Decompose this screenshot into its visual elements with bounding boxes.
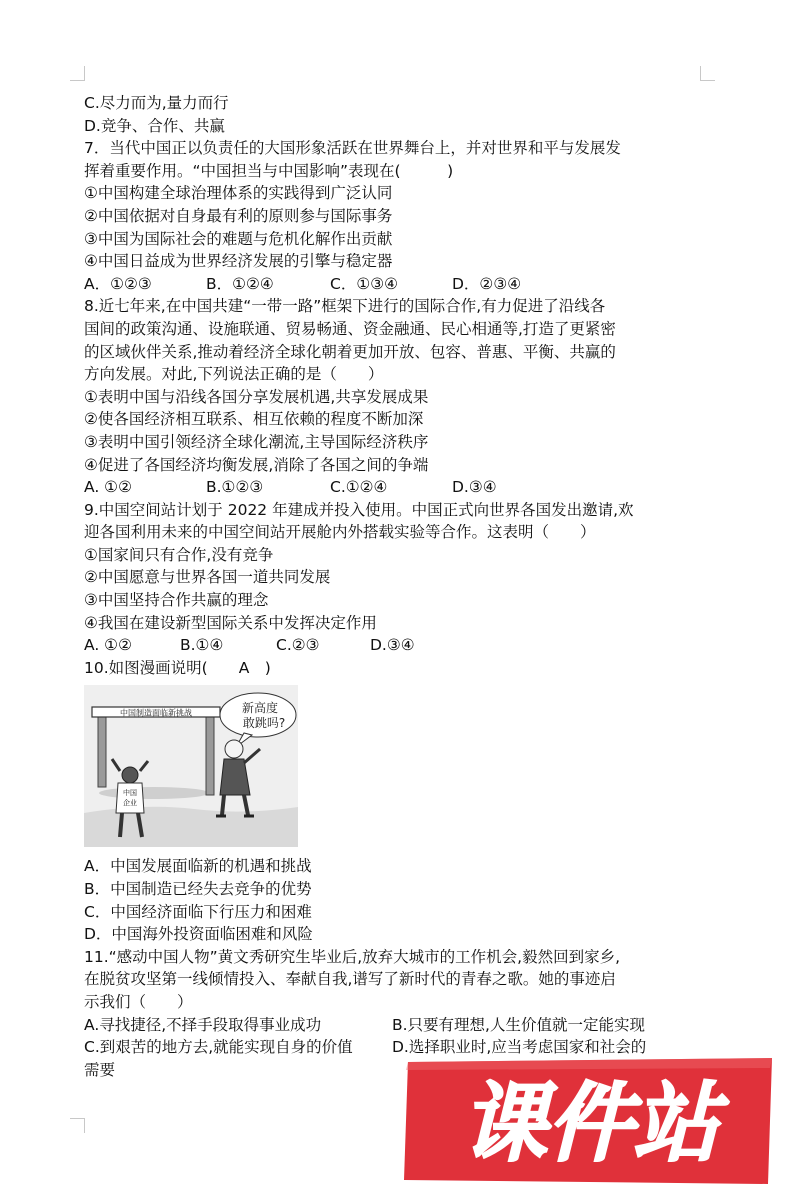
q7-stem-line: 7．当代中国正以负责任的大国形象活跃在世界舞台上，并对世界和平与发展发 bbox=[84, 139, 621, 158]
shirt-text-line2: 企业 bbox=[123, 799, 137, 808]
speech-bubble bbox=[220, 693, 296, 737]
q9-item: ②中国愿意与世界各国一道共同发展 bbox=[84, 568, 331, 587]
q7-item: ③中国为国际社会的难题与危机化解作出贡献 bbox=[84, 229, 393, 248]
q8-stem-line: 8.近七年来,在中国共建“一带一路”框架下进行的国际合作,有力促进了沿线各 bbox=[84, 297, 606, 316]
question-10 bbox=[84, 657, 704, 946]
q7-option-c: C．①③④ bbox=[330, 274, 399, 293]
q8-options bbox=[84, 476, 704, 499]
logo-highlight bbox=[406, 1058, 772, 1070]
q8-option-c: C.①②④ bbox=[330, 478, 388, 497]
q11-options-row1 bbox=[84, 1014, 704, 1037]
bubble-text-line1: 新高度 bbox=[241, 701, 279, 716]
q6-option-c: C.尽力而为,量力而行 bbox=[84, 94, 229, 112]
q11-stem-line: 示我们（ ） bbox=[84, 993, 193, 1011]
q7-item: ①中国构建全球治理体系的实践得到广泛认同 bbox=[84, 184, 393, 203]
page-corner-mark bbox=[70, 1118, 85, 1133]
high-jump-post-left bbox=[98, 707, 106, 787]
shirt-text-line1: 中国 bbox=[123, 789, 137, 798]
q7-option-a: A．①②③ bbox=[84, 274, 152, 293]
q9-options bbox=[84, 634, 704, 657]
q7-item: ④中国日益成为世界经济发展的引擎与稳定器 bbox=[84, 252, 393, 271]
q9-item: ③中国坚持合作共赢的理念 bbox=[84, 591, 269, 610]
q10-option-b: B．中国制造已经失去竞争的优势 bbox=[84, 880, 312, 899]
q7-option-d: D．②③④ bbox=[452, 274, 522, 293]
page-corner-mark bbox=[700, 66, 715, 81]
high-jump-post-right bbox=[206, 707, 214, 795]
q8-item: ③表明中国引领经济全球化潮流,主导国际经济秩序 bbox=[84, 432, 429, 451]
q7-options bbox=[84, 273, 704, 296]
q8-stem-line: 国间的政策沟通、设施联通、贸易畅通、资金融通、民心相通等,打造了更紧密 bbox=[84, 319, 616, 338]
cartoon-illustration bbox=[84, 685, 298, 847]
q11-option-d: D.选择职业时,应当考虑国家和社会的 bbox=[392, 1038, 647, 1057]
q8-item: ②使各国经济相互联系、相互依赖的程度不断加深 bbox=[84, 410, 424, 429]
q10-option-c: C．中国经济面临下行压力和困难 bbox=[84, 902, 312, 921]
q9-item: ①国家间只有合作,没有竞争 bbox=[84, 545, 274, 564]
question-9 bbox=[84, 499, 704, 657]
q11-option-a: A.寻找捷径,不择手段取得事业成功 bbox=[84, 1015, 322, 1034]
q9-option-c: C.②③ bbox=[276, 636, 320, 655]
document-body bbox=[84, 92, 704, 1081]
q10-option-a: A．中国发展面临新的机遇和挑战 bbox=[84, 857, 312, 876]
q11-option-d-cont: 需要 bbox=[84, 1060, 116, 1079]
q9-stem-line: 迎各国利用未来的中国空间站开展舱内外搭载实验等合作。这表明（ ） bbox=[84, 523, 596, 542]
q7-item: ②中国依据对自身最有利的原则参与国际事务 bbox=[84, 206, 393, 225]
q11-stem-line: 11.“感动中国人物”黄文秀研究生毕业后,放弃大城市的工作机会,毅然回到家乡, bbox=[84, 947, 620, 966]
kejianzhan-watermark-logo bbox=[400, 1048, 775, 1188]
q10-stem: 10.如图漫画说明( A ) bbox=[84, 658, 271, 677]
logo-text: 课件站 bbox=[461, 1074, 719, 1174]
question-8 bbox=[84, 295, 704, 498]
bubble-text-line2: 敢跳吗? bbox=[242, 716, 286, 731]
q8-item: ④促进了各国经济均衡发展,消除了各国之间的争端 bbox=[84, 455, 429, 474]
q7-stem-line: 挥着重要作用。“中国担当与中国影响”表现在( ) bbox=[84, 161, 454, 180]
bar-label: 中国制造面临新挑战 bbox=[120, 708, 192, 718]
q10-option-d: D．中国海外投资面临困难和风险 bbox=[84, 925, 313, 944]
q8-stem-line: 的区域伙伴关系,推动着经济全球化朝着更加开放、包容、普惠、平衡、共赢的 bbox=[84, 342, 616, 361]
q11-option-b: B.只要有理想,人生价值就一定能实现 bbox=[392, 1015, 645, 1034]
q8-option-a: A. ①② bbox=[84, 478, 132, 497]
q8-option-d: D.③④ bbox=[452, 478, 497, 497]
q11-option-c: C.到艰苦的地方去,就能实现自身的价值 bbox=[84, 1038, 353, 1057]
q9-stem-line: 9.中国空间站计划于 2022 年建成并投入使用。中国正式向世界各国发出邀请,欢 bbox=[84, 500, 634, 519]
q8-option-b: B.①②③ bbox=[206, 478, 264, 497]
page-corner-mark bbox=[70, 66, 85, 81]
q7-option-b: B．①②④ bbox=[206, 274, 274, 293]
q9-option-d: D.③④ bbox=[370, 636, 415, 655]
cartoon-sandpit bbox=[99, 787, 209, 799]
q9-option-a: A. ①② bbox=[84, 636, 132, 655]
q8-stem-line: 方向发展。对此,下列说法正确的是（ ） bbox=[84, 365, 384, 384]
q6-option-d: D.竞争、合作、共赢 bbox=[84, 116, 225, 135]
question-7 bbox=[84, 137, 704, 295]
q9-item: ④我国在建设新型国际关系中发挥决定作用 bbox=[84, 613, 377, 632]
q11-stem-line: 在脱贫攻坚第一线倾情投入、奉献自我,谱写了新时代的青春之歌。她的事迹启 bbox=[84, 970, 616, 989]
q9-option-b: B.①④ bbox=[180, 636, 224, 655]
q8-item: ①表明中国与沿线各国分享发展机遇,共享发展成果 bbox=[84, 387, 429, 406]
